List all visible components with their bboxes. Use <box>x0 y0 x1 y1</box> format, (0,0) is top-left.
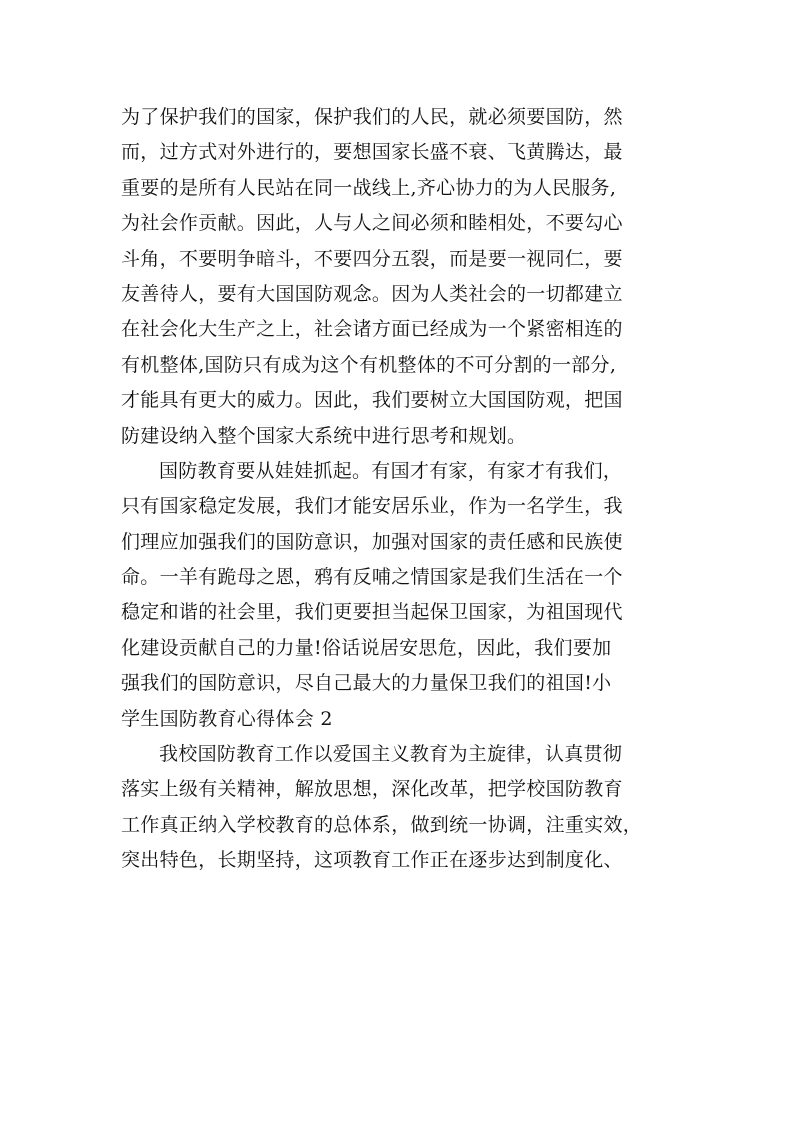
text-line: 只有国家稳定发展，我们才能安居乐业，作为一名学生，我 <box>121 495 623 518</box>
text-line: 突出特色，长期坚持，这项教育工作正在逐步达到制度化、 <box>121 849 623 872</box>
text-line: 为了保护我们的国家，保护我们的人民，就必须要国防，然 <box>121 106 623 128</box>
text-line: 而，过方式对外进行的，要想国家长盛不衰、飞黄腾达，最 <box>121 141 623 164</box>
text-line: 斗角，不要明争暗斗，不要四分五裂，而是要一视同仁，要 <box>121 247 623 270</box>
text-line: 强我们的国防意识，尽自己最大的力量保卫我们的祖国!小 <box>121 672 612 695</box>
text-line: 友善待人，要有大国国防观念。因为人类社会的一切都建立 <box>121 282 623 305</box>
text-line: 化建设贡献自己的力量!俗话说居安思危，因此，我们要加 <box>121 636 612 659</box>
text-line: 有机整体,国防只有成为这个有机整体的不可分割的一部分, <box>121 353 617 376</box>
paragraph-start-line: 国防教育要从娃娃抓起。有国才有家，有家才有我们， <box>159 459 623 482</box>
text-line: 们理应加强我们的国防意识，加强对国家的责任感和民族使 <box>121 530 623 553</box>
paragraph-start-line: 我校国防教育工作以爱国主义教育为主旋律，认真贯彻 <box>159 743 623 766</box>
text-line: 稳定和谐的社会里，我们更要担当起保卫国家，为祖国现代 <box>121 601 623 624</box>
text-line: 为社会作贡献。因此，人与人之间必须和睦相处，不要勾心 <box>121 212 623 235</box>
text-line: 命。一羊有跪母之恩，鸦有反哺之情国家是我们生活在一个 <box>121 566 623 589</box>
text-line: 学生国防教育心得体会 2 <box>121 707 333 730</box>
text-line: 落实上级有关精神，解放思想，深化改革，把学校国防教育 <box>121 778 623 801</box>
text-line: 防建设纳入整个国家大系统中进行思考和规划。 <box>121 424 527 447</box>
text-line: 才能具有更大的威力。因此，我们要树立大国国防观，把国 <box>121 389 623 412</box>
text-line: 重要的是所有人民站在同一战线上,齐心协力的为人民服务, <box>121 176 617 199</box>
text-line: 在社会化大生产之上，社会诸方面已经成为一个紧密相连的 <box>121 318 623 341</box>
text-line: 工作真正纳入学校教育的总体系，做到统一协调，注重实效， <box>121 813 643 836</box>
body-text <box>121 100 681 879</box>
